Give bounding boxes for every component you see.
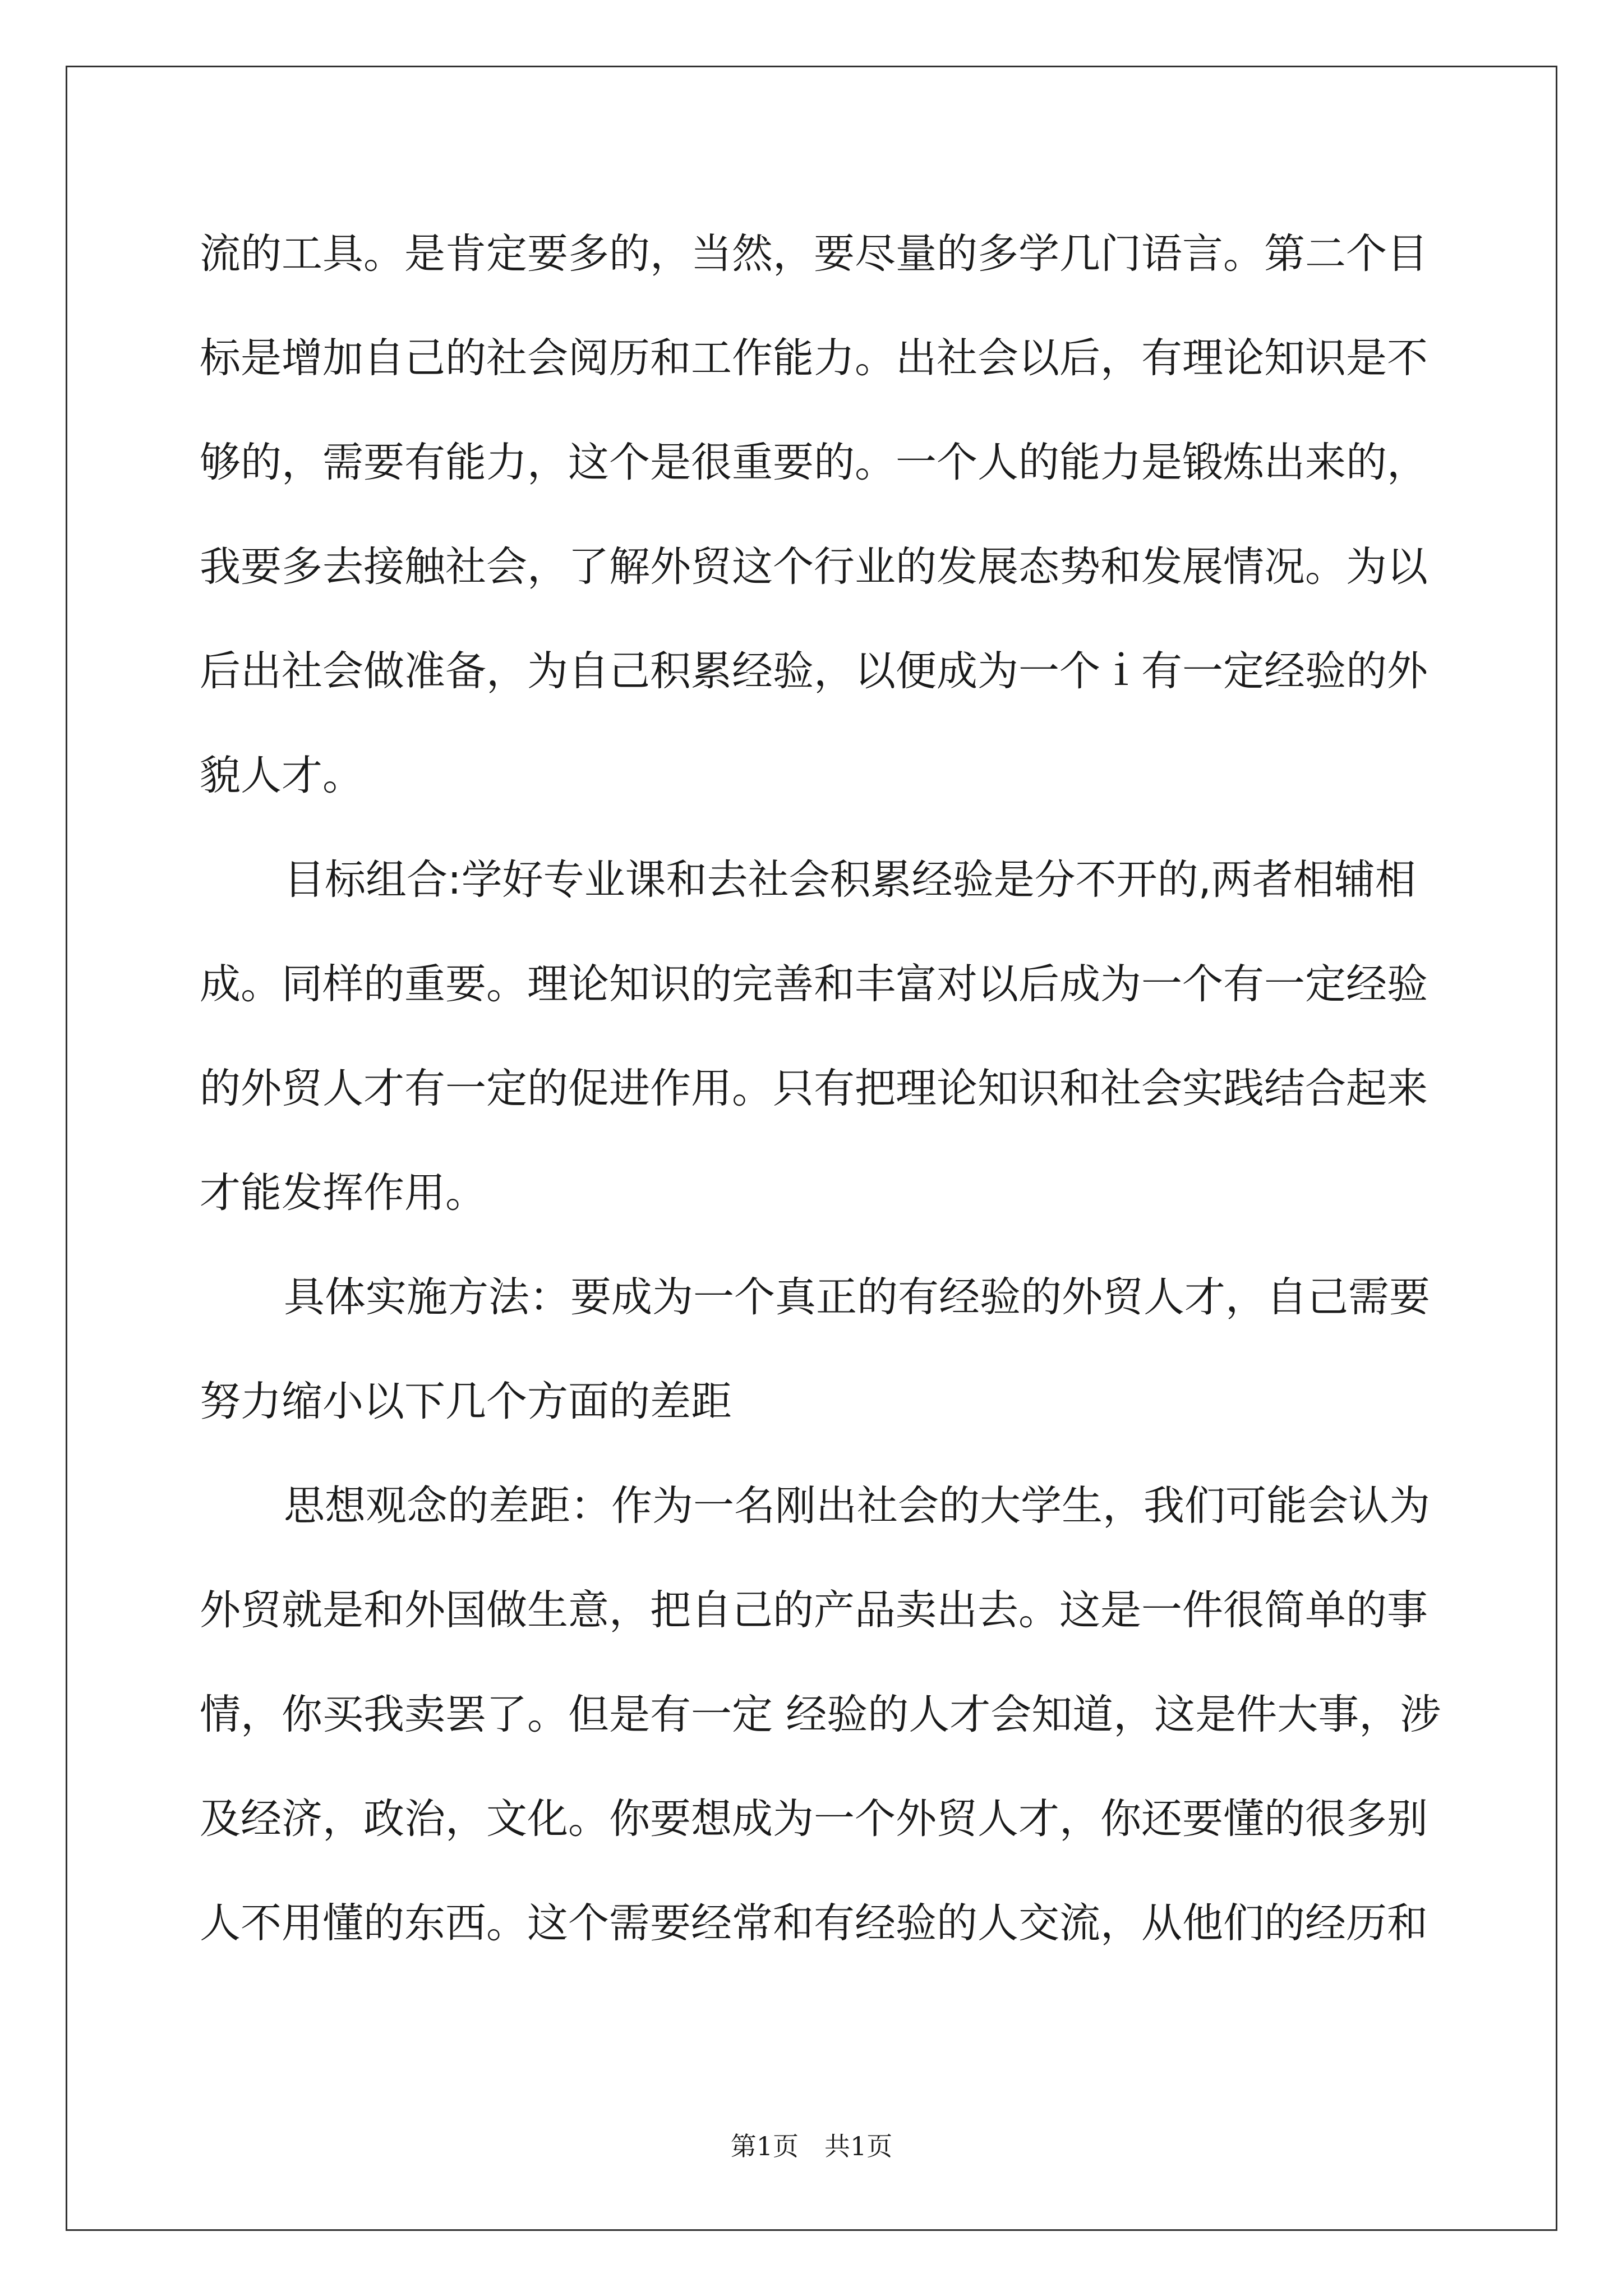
text-line: 及经济，政治，文化。你要想成为一个外贸人才，你还要懂的很多别 — [200, 1795, 1428, 1843]
text-line: 够的，需要有能力，这个是很重要的。一个人的能力是锻炼出来的， — [200, 439, 1428, 486]
paragraph-start-line: 目标组合:学好专业课和去社会积累经验是分不开的,两者相辅相 — [284, 856, 1416, 904]
text-line: 我要多去接触社会，了解外贸这个行业的发展态势和发展情况。为以 — [200, 543, 1428, 591]
text-line: 情，你买我卖罢了。但是有一定 经验的人才会知道，这是件大事，涉 — [200, 1691, 1441, 1738]
text-line: 人不用懂的东西。这个需要经常和有经验的人交流，从他们的经历和 — [200, 1899, 1428, 1947]
text-line: 流的工具。是肯定要多的，当然，要尽量的多学几门语言。第二个目 — [200, 230, 1428, 278]
paragraph-start-line: 具体实施方法：要成为一个真正的有经验的外贸人才，自己需要 — [284, 1273, 1430, 1321]
text-line: 才能发挥作用。 — [200, 1169, 486, 1217]
text-line: 标是增加自己的社会阅历和工作能力。出社会以后，有理论知识是不 — [200, 334, 1428, 382]
text-line: 成。同样的重要。理论知识的完善和丰富对以后成为一个有一定经验 — [200, 960, 1428, 1008]
text-line: 外贸就是和外国做生意，把自己的产品卖出去。这是一件很简单的事 — [200, 1586, 1428, 1634]
text-line: 的外贸人才有一定的促进作用。只有把理论知识和社会实践结合起来 — [200, 1065, 1428, 1112]
text-line: 貌人才。 — [200, 752, 363, 799]
text-line: 后出社会做准备，为自己积累经验，以便成为一个ｉ有一定经验的外 — [200, 647, 1428, 695]
paragraph-start-line: 思想观念的差距：作为一名刚出社会的大学生，我们可能会认为 — [284, 1482, 1430, 1530]
page-footer: 第1页 共1页 — [730, 2131, 893, 2161]
document-body — [200, 202, 1441, 1976]
text-line: 努力缩小以下几个方面的差距 — [200, 1378, 732, 1425]
